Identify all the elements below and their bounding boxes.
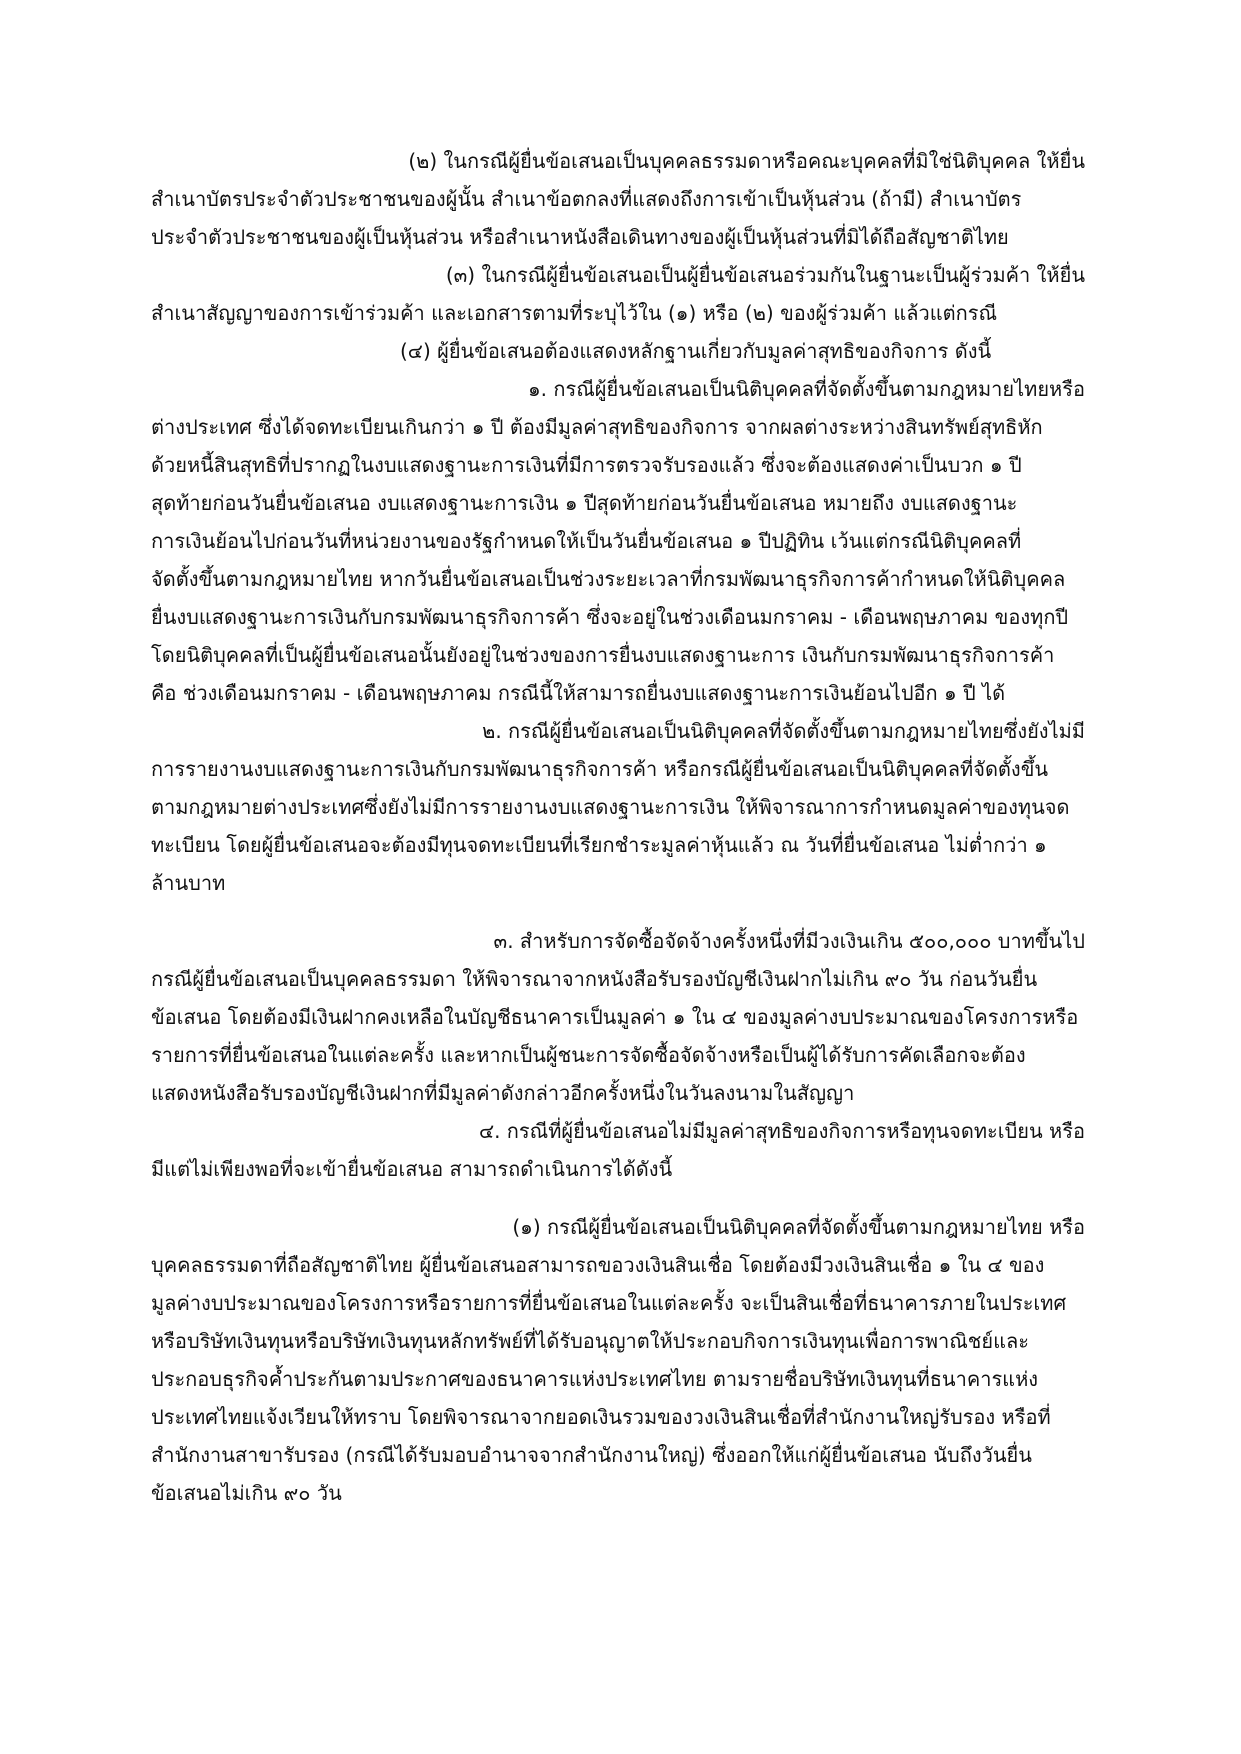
text-line: ล้านบาท: [151, 871, 226, 895]
text-line: ด้วยหนี้สินสุทธิที่ปรากฏในงบแสดงฐานะการเงินที่มีการตรวจรับรองแล้ว ซึ่งจะต้องแสดงค่าเป็นบวก ๑ ปี: [151, 453, 1022, 477]
text-line: ๒. กรณีผู้ยื่นข้อเสนอเป็นนิติบุคคลที่จัดตั้งขึ้นตามกฎหมายไทยซึ่งยังไม่มี: [482, 719, 1085, 743]
text-line: ๔. กรณีที่ผู้ยื่นข้อเสนอไม่มีมูลค่าสุทธิของกิจการหรือทุนจดทะเบียน หรือ: [478, 1119, 1085, 1143]
text-line: ตามกฎหมายต่างประเทศซึ่งยังไม่มีการรายงานงบแสดงฐานะการเงิน ให้พิจารณาการกำหนดมูลค่าของทุนจด: [151, 795, 1070, 819]
text-line: ข้อเสนอ โดยต้องมีเงินฝากคงเหลือในบัญชีธนาคารเป็นมูลค่า ๑ ใน ๔ ของมูลค่างบประมาณของโครงการหรือ: [151, 1005, 1079, 1029]
text-line: มูลค่างบประมาณของโครงการหรือรายการที่ยื่นข้อเสนอในแต่ละครั้ง จะเป็นสินเชื่อที่ธนาคารภายในประเทศ: [151, 1291, 1067, 1315]
text-line: สำเนาสัญญาของการเข้าร่วมค้า และเอกสารตามที่ระบุไว้ใน (๑) หรือ (๒) ของผู้ร่วมค้า แล้วแต่กรณี: [151, 301, 998, 325]
text-line: ประเทศไทยแจ้งเวียนให้ทราบ โดยพิจารณาจากยอดเงินรวมของวงเงินสินเชื่อที่สำนักงานใหญ่รับรอง หรือที่: [151, 1405, 1051, 1429]
text-line: ข้อเสนอไม่เกิน ๙๐ วัน: [151, 1481, 342, 1505]
text-line: ประจำตัวประชาชนของผู้เป็นหุ้นส่วน หรือสำเนาหนังสือเดินทางของผู้เป็นหุ้นส่วนที่มิได้ถือสัญชาติไทย: [151, 225, 1009, 249]
text-line: มีแต่ไม่เพียงพอที่จะเข้ายื่นข้อเสนอ สามารถดำเนินการได้ดังนี้: [151, 1157, 673, 1181]
text-line: (๓) ในกรณีผู้ยื่นข้อเสนอเป็นผู้ยื่นข้อเสนอร่วมกันในฐานะเป็นผู้ร่วมค้า ให้ยื่น: [445, 263, 1085, 287]
text-line: ยื่นงบแสดงฐานะการเงินกับกรมพัฒนาธุรกิจการค้า ซึ่งจะอยู่ในช่วงเดือนมกราคม - เดือนพฤษภาคม ของทุกปี: [151, 605, 1069, 629]
text-line: สำเนาบัตรประจำตัวประชาชนของผู้นั้น สำเนาข้อตกลงที่แสดงถึงการเข้าเป็นหุ้นส่วน (ถ้ามี) สำเนาบัตร: [151, 187, 1022, 211]
text-line: (๑) กรณีผู้ยื่นข้อเสนอเป็นนิติบุคคลที่จัดตั้งขึ้นตามกฎหมายไทย หรือ: [512, 1215, 1085, 1239]
text-line: จัดตั้งขึ้นตามกฎหมายไทย หากวันยื่นข้อเสนอเป็นช่วงระยะเวลาที่กรมพัฒนาธุรกิจการค้ากำหนดให้นิติบุคคล: [151, 567, 1066, 591]
text-line: หรือบริษัทเงินทุนหรือบริษัทเงินทุนหลักทรัพย์ที่ได้รับอนุญาตให้ประกอบกิจการเงินทุนเพื่อการพาณิชย์และ: [151, 1329, 1029, 1353]
text-line: รายการที่ยื่นข้อเสนอในแต่ละครั้ง และหากเป็นผู้ชนะการจัดซื้อจัดจ้างหรือเป็นผู้ได้รับการคัดเลือกจะต้อง: [151, 1043, 1026, 1067]
text-line: กรณีผู้ยื่นข้อเสนอเป็นบุคคลธรรมดา ให้พิจารณาจากหนังสือรับรองบัญชีเงินฝากไม่เกิน ๙๐ วัน ก่อนวันยื่น: [151, 967, 1038, 991]
text-line: สุดท้ายก่อนวันยื่นข้อเสนอ งบแสดงฐานะการเงิน ๑ ปีสุดท้ายก่อนวันยื่นข้อเสนอ หมายถึง งบแสดงฐานะ: [151, 491, 1018, 515]
text-line: การรายงานงบแสดงฐานะการเงินกับกรมพัฒนาธุรกิจการค้า หรือกรณีผู้ยื่นข้อเสนอเป็นนิติบุคคลที่จัดตั้งขึ้น: [151, 757, 1049, 781]
text-line: ๑. กรณีผู้ยื่นข้อเสนอเป็นนิติบุคคลที่จัดตั้งขึ้นตามกฎหมายไทยหรือ: [527, 377, 1085, 401]
text-line: (๒) ในกรณีผู้ยื่นข้อเสนอเป็นบุคคลธรรมดาหรือคณะบุคคลที่มิใช่นิติบุคคล ให้ยื่น: [408, 149, 1085, 173]
text-line: การเงินย้อนไปก่อนวันที่หน่วยงานของรัฐกำหนดให้เป็นวันยื่นข้อเสนอ ๑ ปีปฏิทิน เว้นแต่กรณีนิติบุคคลที่: [151, 529, 1022, 553]
text-line: ประกอบธุรกิจค้ำประกันตามประกาศของธนาคารแห่งประเทศไทย ตามรายชื่อบริษัทเงินทุนที่ธนาคารแห่ง: [151, 1367, 1039, 1391]
text-line: (๔) ผู้ยื่นข้อเสนอต้องแสดงหลักฐานเกี่ยวกับมูลค่าสุทธิของกิจการ ดังนี้: [400, 339, 992, 363]
text-line: ทะเบียน โดยผู้ยื่นข้อเสนอจะต้องมีทุนจดทะเบียนที่เรียกชำระมูลค่าหุ้นแล้ว ณ วันที่ยื่นข้อเสนอ ไม่ต่ำกว่า ๑: [151, 833, 1047, 857]
text-line: ต่างประเทศ ซึ่งได้จดทะเบียนเกินกว่า ๑ ปี ต้องมีมูลค่าสุทธิของกิจการ จากผลต่างระหว่างสินทรัพย์สุทธิหัก: [151, 415, 1043, 439]
text-line: สำนักงานสาขารับรอง (กรณีได้รับมอบอำนาจจากสำนักงานใหญ่) ซึ่งออกให้แก่ผู้ยื่นข้อเสนอ นับถึงวันยื่น: [151, 1443, 1032, 1467]
text-line: คือ ช่วงเดือนมกราคม - เดือนพฤษภาคม กรณีนี้ให้สามารถยื่นงบแสดงฐานะการเงินย้อนไปอีก ๑ ปี ได้: [151, 681, 1006, 705]
text-line: โดยนิติบุคคลที่เป็นผู้ยื่นข้อเสนอนั้นยังอยู่ในช่วงของการยื่นงบแสดงฐานะการ เงินกับกรมพัฒนาธุรกิจการค้า: [151, 643, 1055, 667]
text-line: บุคคลธรรมดาที่ถือสัญชาติไทย ผู้ยื่นข้อเสนอสามารถขอวงเงินสินเชื่อ โดยต้องมีวงเงินสินเชื่อ ๑ ใน ๔ ของ: [151, 1253, 1045, 1277]
text-line: ๓. สำหรับการจัดซื้อจัดจ้างครั้งหนึ่งที่มีวงเงินเกิน ๕๐๐,๐๐๐ บาทขึ้นไป: [493, 929, 1085, 953]
text-line: แสดงหนังสือรับรองบัญชีเงินฝากที่มีมูลค่าดังกล่าวอีกครั้งหนึ่งในวันลงนามในสัญญา: [151, 1081, 855, 1105]
